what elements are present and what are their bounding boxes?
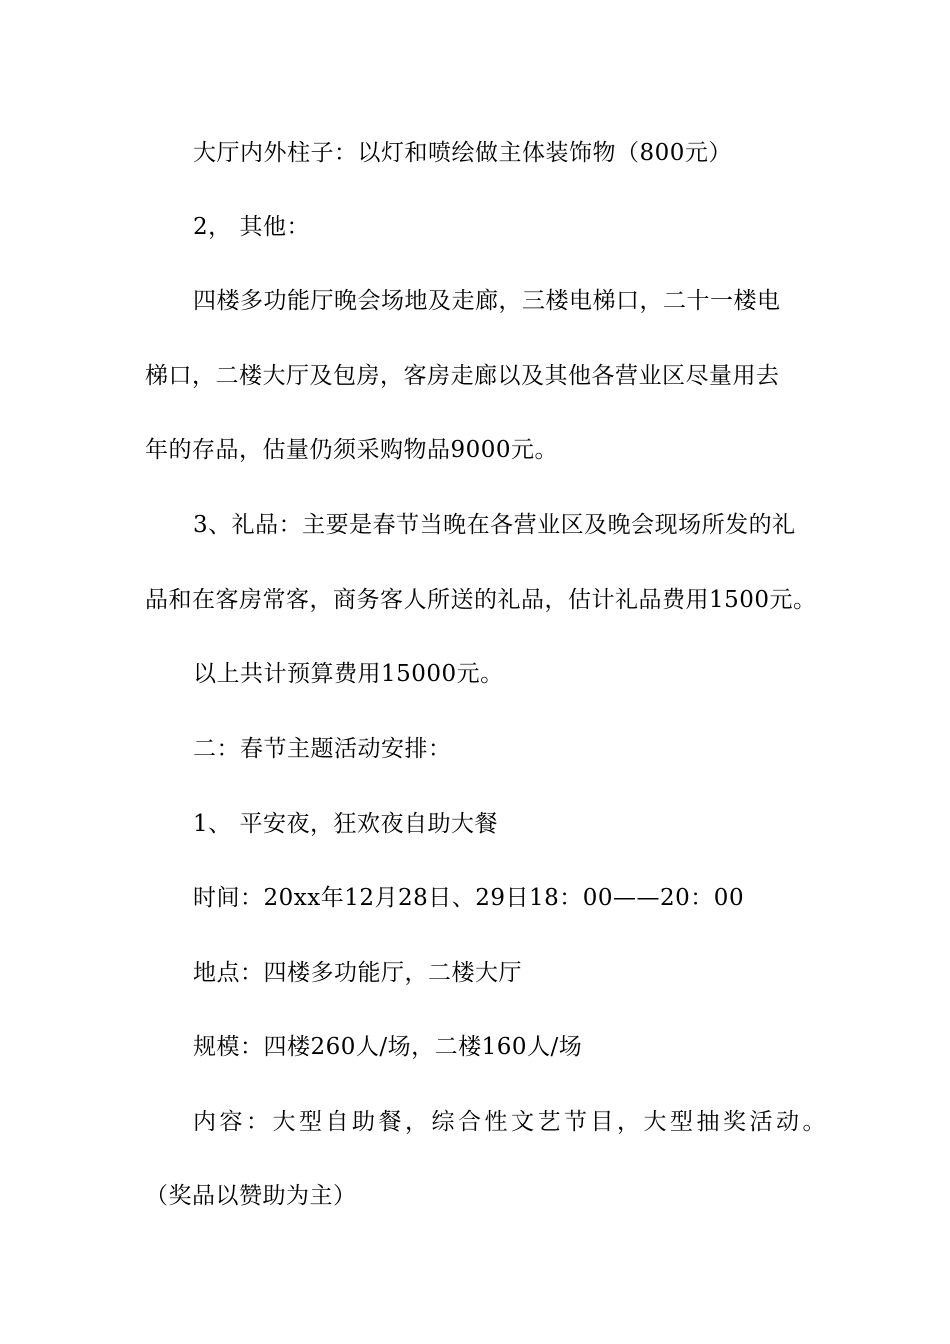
subsection-heading: 1、 平安夜，狂欢夜自助大餐 <box>193 811 498 837</box>
paragraph-line: （奖品以赞助为主） <box>145 1183 357 1209</box>
paragraph-line: 2， 其他： <box>193 214 310 240</box>
paragraph-line: 年的存品，估量仍须采购物品9000元。 <box>145 437 559 463</box>
paragraph-line: 大厅内外柱子：以灯和喷绘做主体装饰物（800元） <box>193 140 732 166</box>
paragraph-line: 以上共计预算费用15000元。 <box>193 661 504 687</box>
paragraph-line: 时间：20xx年12月28日、29日18：00——20：00 <box>193 885 745 911</box>
paragraph-line: 四楼多功能厅晚会场地及走廊，三楼电梯口，二十一楼电 <box>193 288 781 314</box>
paragraph-line: 品和在客房常客，商务客人所送的礼品，估计礼品费用1500元。 <box>145 587 817 613</box>
paragraph-line: 梯口，二楼大厅及包房，客房走廊以及其他各营业区尽量用去 <box>145 363 780 389</box>
paragraph-line: 内容：大型自助餐，综合性文艺节目，大型抽奖活动。 <box>193 1109 829 1135</box>
paragraph-line: 规模：四楼260人/场，二楼160人/场 <box>193 1034 583 1060</box>
paragraph-line: 地点：四楼多功能厅，二楼大厅 <box>193 960 522 986</box>
paragraph-line: 3、礼品：主要是春节当晚在各营业区及晚会现场所发的礼 <box>193 512 796 538</box>
section-heading: 二：春节主题活动安排： <box>193 736 452 762</box>
